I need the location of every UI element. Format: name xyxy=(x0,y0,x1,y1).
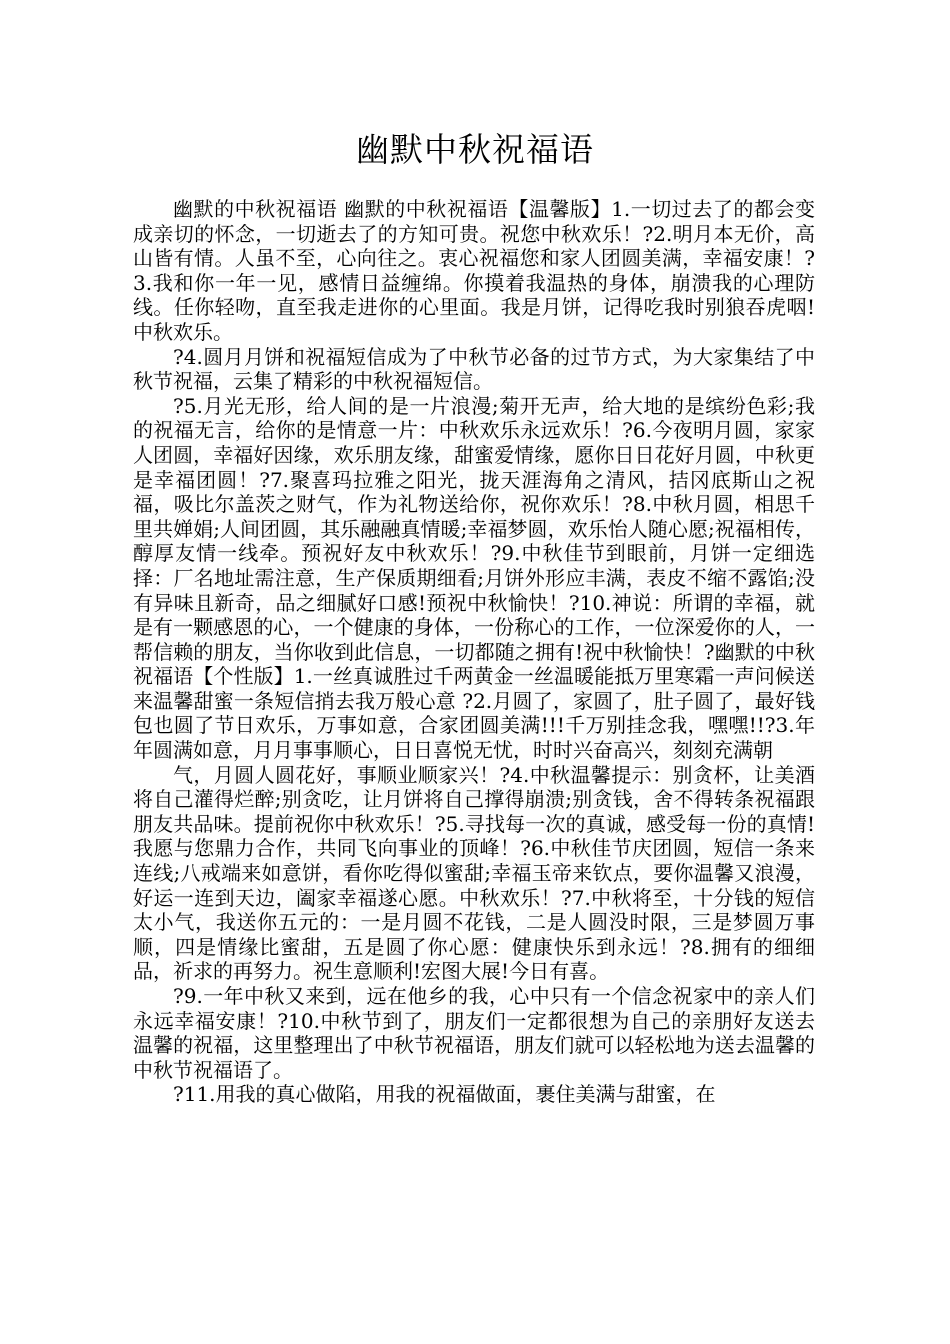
paragraph-3: ?5.月光无形，给人间的是一片浪漫;菊开无声，给大地的是缤纷色彩;我的祝福无言，给你的是情意一片：中秋欢乐永远欢乐！?6.今夜明月圆，家家人团圆，幸福好因缘，欢乐朋友缘，甜蜜爱情缘，愿你日日花好月圆，中秋更是幸福团圆！?7.聚喜玛拉雅之阳光，拢天涯海角之清风，拮冈底斯山之祝福，吸比尔盖茨之财气，作为礼物送给你，祝你欢乐！?8.中秋月圆，相思千里共婵娟;人间团圆，其乐融融真情暖;幸福梦圆，欢乐怡人随心愿;祝福相传，醇厚友情一线牵。预祝好友中秋欢乐！?9.中秋佳节到眼前，月饼一定细选择：厂名地址需注意，生产保质期细看;月饼外形应丰满，表皮不缩不露馅;没有异味且新奇，品之细腻好口感!预祝中秋愉快！?10.神说：所谓的幸福，就是有一颗感恩的心，一个健康的身体，一份称心的工作，一位深爱你的人，一帮信赖的朋友，当你收到此信息，一切都随之拥有!祝中秋愉快！?幽默的中秋祝福语【个性版】1.一丝真诚胜过千两黄金一丝温暖能抵万里寒霜一声问候送来温馨甜蜜一条短信捎去我万般心意 ?2.月圆了，家圆了，肚子圆了，最好钱包也圆了节日欢乐，万事如意，合家团圆美满!!!千万别挂念我，嘿嘿!!?3.年年圆满如意，月月事事顺心，日日喜悦无忧，时时兴奋高兴，刻刻充满朝 xyxy=(133,393,815,763)
paragraph-5: ?9.一年中秋又来到，远在他乡的我，心中只有一个信念祝家中的亲人们永远幸福安康！?10.中秋节到了，朋友们一定都很想为自己的亲朋好友送去温馨的祝福，这里整理出了中秋节祝福语，朋友们就可以轻松地为送去温馨的中秋节祝福语了。 xyxy=(133,984,815,1082)
paragraph-2: ?4.圆月月饼和祝福短信成为了中秋节必备的过节方式，为大家集结了中秋节祝福，云集了精彩的中秋祝福短信。 xyxy=(133,344,815,394)
paragraph-6: ?11.用我的真心做陷，用我的祝福做面，裹住美满与甜蜜，在 xyxy=(173,1082,716,1107)
paragraph-4: 气，月圆人圆花好，事顺业顺家兴！?4.中秋温馨提示：别贪杯，让美酒将自己灌得烂醉;别贪吃，让月饼将自己撑得崩溃;别贪钱，舍不得转条祝福跟朋友共品味。提前祝你中秋欢乐！?5.寻找每一次的真诚，感受每一份的真情!我愿与您鼎力合作，共同飞向事业的顶峰！?6.中秋佳节庆团圆，短信一条来连线;八戒端来如意饼，看你吃得似蜜甜;幸福玉帝来钦点，要你温馨又浪漫，好运一连到天边，阖家幸福遂心愿。中秋欢乐！?7.中秋将至，十分钱的短信太小气，我送你五元的：一是月圆不花钱，二是人圆没时限，三是梦圆万事顺，四是情缘比蜜甜，五是圆了你心愿：健康快乐到永远！?8.拥有的细细品，祈求的再努力。祝生意顺利!宏图大展!今日有喜。 xyxy=(133,762,815,984)
document-body xyxy=(133,197,815,1107)
document-title: 幽默中秋祝福语 xyxy=(356,130,594,169)
paragraph-1: 幽默的中秋祝福语 幽默的中秋祝福语【温馨版】1.一切过去了的都会变成亲切的怀念，一切逝去了的方知可贵。祝您中秋欢乐！?2.明月本无价，高山皆有情。人虽不至，心向往之。衷心祝福您和家人团圆美满，幸福安康！?3.我和你一年一见，感情日益缠绵。你摸着我温热的身体，崩溃我的心理防线。任你轻吻，直至我走进你的心里面。我是月饼，记得吃我时别狼吞虎咽!中秋欢乐。 xyxy=(133,197,815,344)
